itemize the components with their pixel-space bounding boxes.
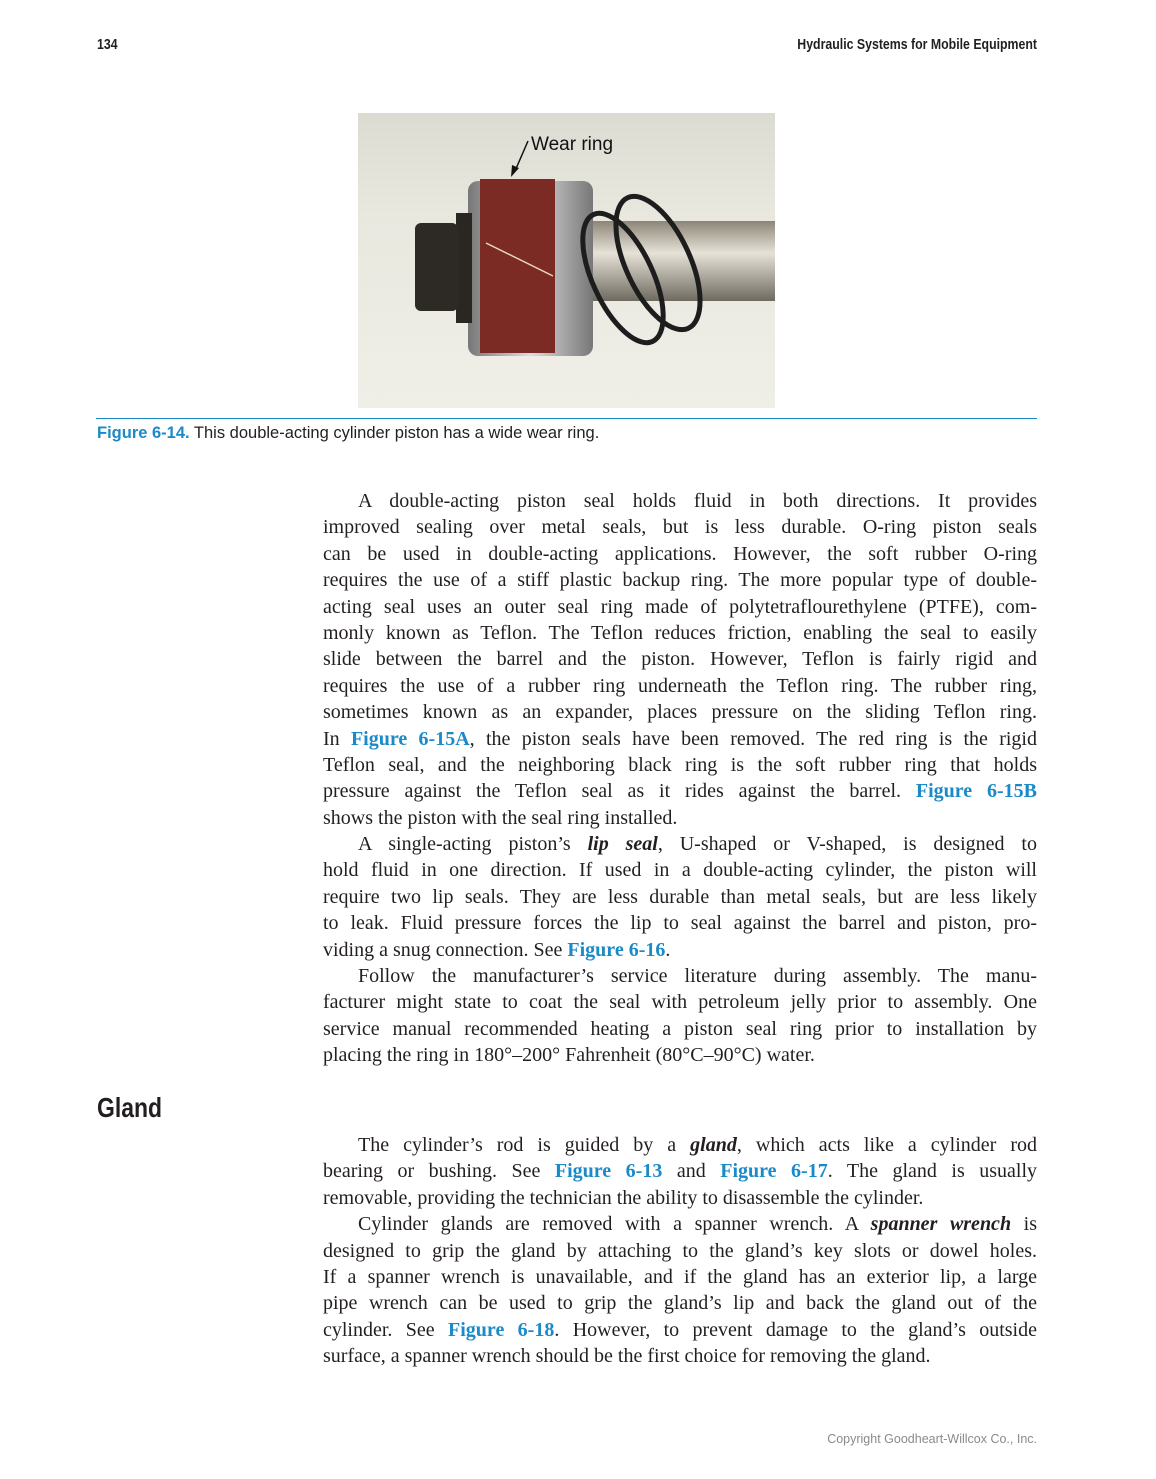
key-term: gland [690,1134,737,1156]
figure-link[interactable]: Figure 6-16 [567,938,666,961]
text-line: Follow the manufacturer’s service literature during assembly. The manu- [358,965,1037,988]
running-title: Hydraulic Systems for Mobile Equipment [797,37,1037,53]
text-line: monly known as Teflon. The Teflon reduces friction, enabling the seal to easily [323,621,1037,644]
text-span: is [1011,1213,1037,1236]
text-span: and [662,1160,721,1183]
body-section-gland [323,1132,1037,1370]
body-section-seals [323,488,1037,1069]
text-line: require two lip seals. They are less durable than metal seals, but are less likely [323,885,1037,908]
text-span: A single-acting piston’s [358,833,588,856]
caption-rule [96,418,1037,419]
caption-label: Figure 6-14. [97,424,190,442]
key-term: lip seal [587,833,658,856]
figure-link[interactable]: Figure 6-15B [915,780,1037,803]
text-line: acting seal uses an outer seal ring made of polytetraflourethylene (PTFE), com- [323,595,1037,618]
text-span: cylinder. See [323,1318,449,1341]
text-line [323,1132,1037,1158]
figure-link[interactable]: Figure 6-15A [350,727,470,750]
text-span: pressure against the Teflon seal as it rides against the barrel. [323,780,916,803]
figure-link[interactable]: Figure 6-13 [554,1160,663,1183]
text-span: , which acts like a cylinder rod [736,1134,1038,1156]
caption-text: This double-acting cylinder piston has a wide wear ring. [189,424,600,442]
text-line [323,1317,1037,1343]
text-line: sometimes known as an expander, places pressure on the sliding Teflon ring. [323,701,1037,724]
text-line [323,1211,1037,1237]
text-line: placing the ring in 180°–200° Fahrenheit (80°C–90°C) water. [323,1044,815,1067]
figure-link[interactable]: Figure 6-18 [448,1318,555,1341]
text-line [323,937,1037,963]
text-span: , U-shaped or V-shaped, is designed to [657,833,1037,856]
text-line: requires the use of a stiff plastic backup ring. The more popular type of double- [323,569,1037,592]
figure-link[interactable]: Figure 6-17 [720,1160,828,1183]
text-line: A double-acting piston seal holds fluid in both directions. It provides [358,490,1037,512]
text-line [323,831,1037,857]
text-line: designed to grip the gland by attaching to the gland’s key slots or dowel holes. [323,1239,1037,1262]
text-line: If a spanner wrench is unavailable, and if the gland has an exterior lip, a large [323,1265,1037,1288]
text-line: removable, providing the technician the ability to disassemble the cylinder. [323,1186,924,1209]
text-span: The cylinder’s rod is guided by a [358,1134,691,1156]
text-span: In [323,727,351,750]
text-span: . The gland is usually [827,1160,1038,1183]
callout-wear-ring: Wear ring [531,134,614,155]
copyright: Copyright Goodheart-Willcox Co., Inc. [827,1432,1037,1446]
figure-caption [97,424,599,443]
key-term: spanner wrench [870,1213,1012,1236]
text-line: improved sealing over metal seals, but is less durable. O-ring piston seals [323,516,1037,539]
text-line: to leak. Fluid pressure forces the lip to seal against the barrel and piston, pro- [323,912,1037,935]
text-line: pipe wrench can be used to grip the gland’s lip and back the gland out of the [323,1292,1037,1315]
text-line: slide between the barrel and the piston. However, Teflon is fairly rigid and [323,648,1037,671]
text-line: shows the piston with the seal ring installed. [323,806,678,829]
text-span: , the piston seals have been removed. The red ring is the rigid [469,727,1037,750]
text-line: surface, a spanner wrench should be the first choice for removing the gland. [323,1345,931,1368]
figure-photo-piston [358,113,775,408]
text-line [323,778,1037,804]
text-span: . However, to prevent damage to the gland’s outside [554,1318,1037,1341]
text-line: requires the use of a rubber ring underneath the Teflon ring. The rubber ring, [323,674,1037,697]
text-line [323,1158,1037,1184]
text-line: can be used in double-acting applications. However, the soft rubber O-ring [323,542,1037,565]
page-number: 134 [97,37,118,53]
text-line: hold fluid in one direction. If used in a double-acting cylinder, the piston will [323,859,1037,882]
text-line [323,726,1037,752]
text-line: service manual recommended heating a piston seal ring prior to installation by [323,1017,1037,1040]
section-heading-gland: Gland [97,1092,163,1123]
text-span: . [665,938,671,961]
text-line: facturer might state to coat the seal with petroleum jelly prior to assembly. One [323,991,1037,1014]
text-span: Cylinder glands are removed with a spanner wrench. A [358,1213,871,1236]
text-line: Teflon seal, and the neighboring black ring is the soft rubber ring that holds [323,753,1037,776]
text-span: viding a snug connection. See [323,938,568,961]
text-span: bearing or bushing. See [323,1160,555,1183]
